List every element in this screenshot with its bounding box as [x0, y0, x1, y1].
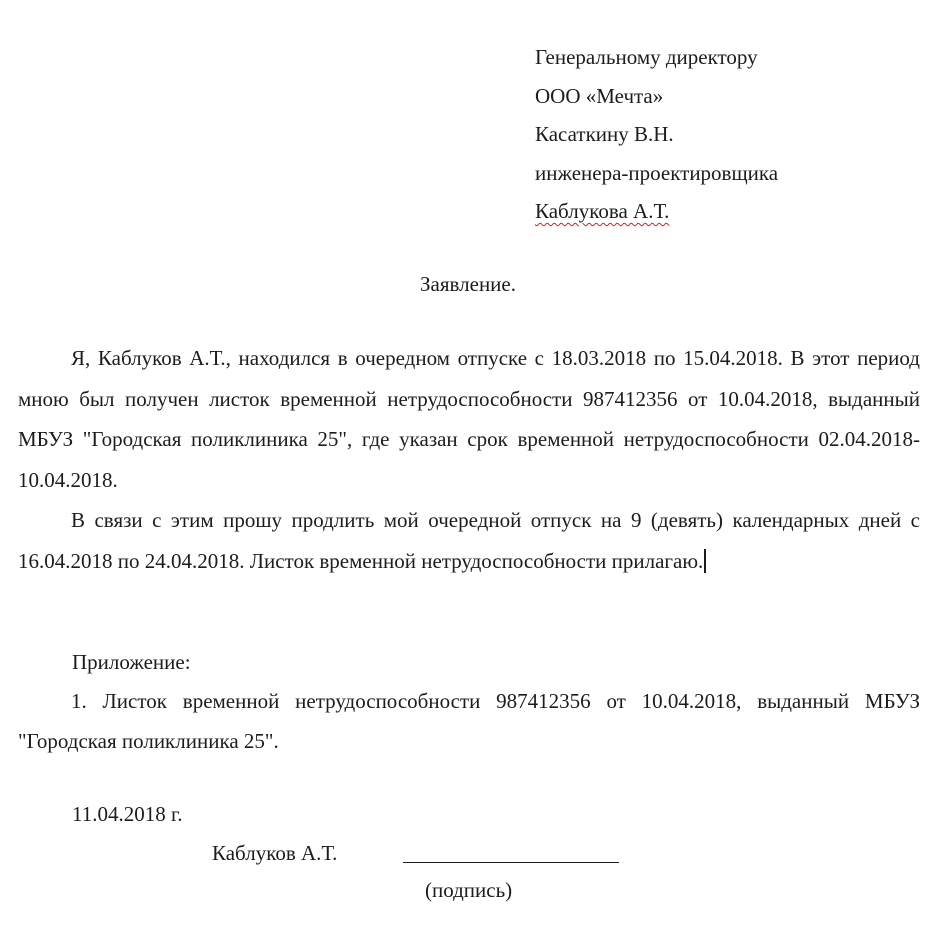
addressee-position: Генеральному директору [535, 45, 758, 69]
body-paragraph-2-text[interactable]: В связи с этим прошу продлить мой очередной отпуск на 9 (девять) календарных дней с 16.04.2018 по 24.04.2018. Листок временной нетрудоспособности прилагаю. [18, 508, 920, 573]
signer-name: Каблуков А.Т. [212, 841, 338, 865]
applicant-position: инженера-проектировщика [535, 160, 779, 185]
addressee-name: Касаткину В.Н. [535, 122, 674, 146]
appendix-item-1: 1. Листок временной нетрудоспособности 987412356 от 10.04.2018, выданный МБУЗ "Городская поликлиника 25". [18, 689, 920, 753]
appendix-heading: Приложение: [72, 650, 191, 674]
addressee-block [535, 38, 778, 231]
text-cursor [704, 549, 706, 573]
addressee-company: ООО «Мечта» [535, 83, 664, 108]
document-title-block [0, 266, 936, 302]
applicant-name-line [535, 192, 778, 231]
signature-line [403, 862, 619, 863]
statement-body[interactable] [18, 338, 920, 581]
body-paragraph-2[interactable] [18, 500, 920, 581]
signature-caption: (подпись) [425, 878, 513, 902]
document-date: 11.04.2018 г. [72, 802, 183, 826]
applicant-name: Каблукова А.Т. [535, 199, 670, 223]
body-paragraph-1[interactable]: Я, Каблуков А.Т., находился в очередном отпуске с 18.03.2018 по 15.04.2018. В этот период мною был получен листок временной нетрудоспособности 987412356 от 10.04.2018, выданный МБУЗ "Городская поликлиника 25", где указан срок временной нетрудоспособности 02.04.2018-10.04.2018. [18, 346, 920, 492]
document-title: Заявление. [420, 272, 516, 296]
